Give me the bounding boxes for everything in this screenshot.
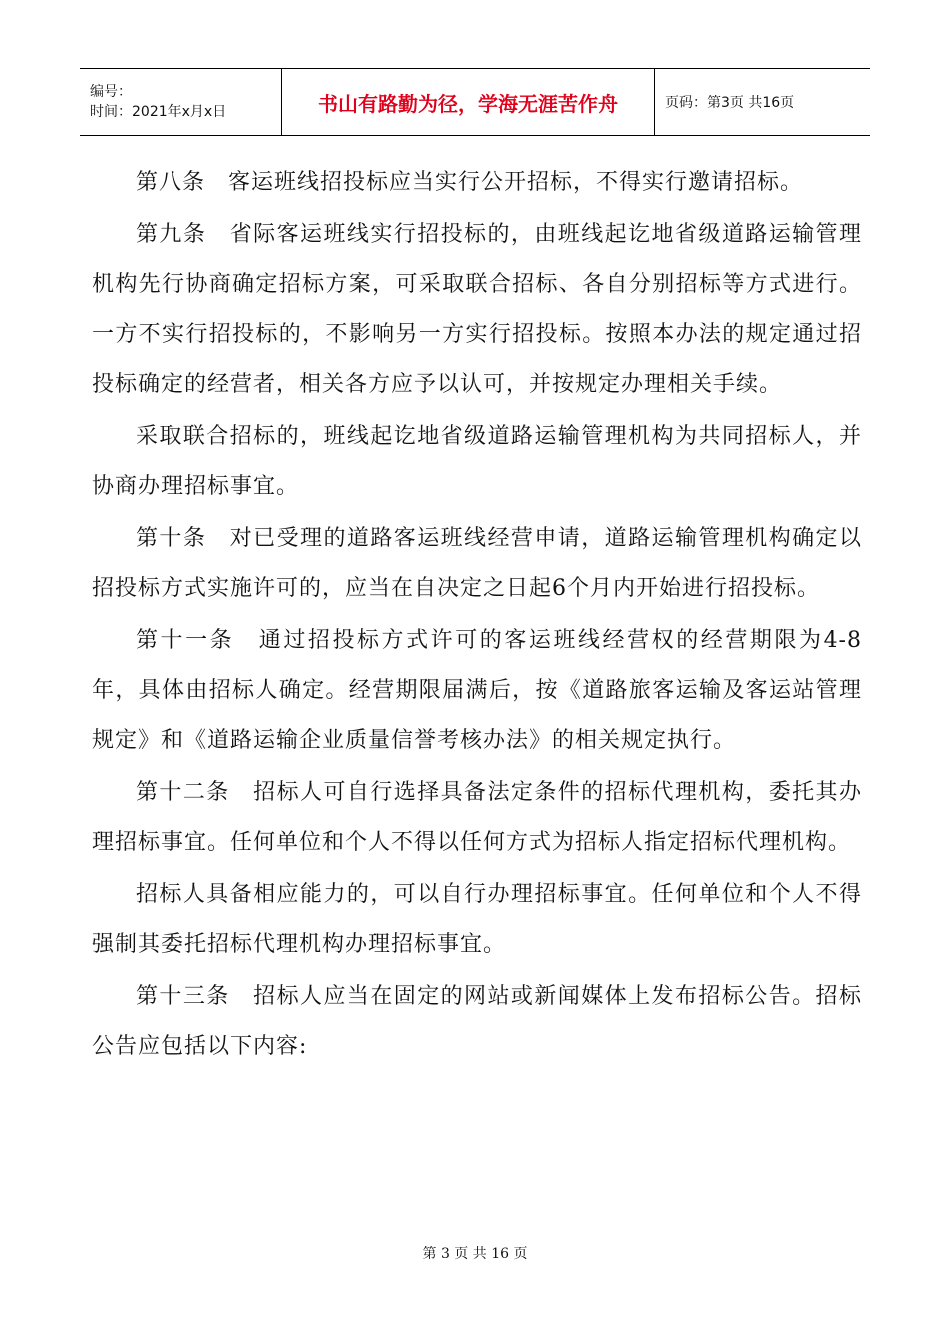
header-page-info: 页码：第3页 共16页 [665,95,795,111]
header-meta [80,69,282,135]
page-header [80,68,870,136]
document-body [92,158,862,1074]
document-number-label: 编号： [90,84,132,100]
page-footer: 第 3 页 共 16 页 [422,1246,528,1262]
article-12-self-handling: 招标人具备相应能力的，可以自行办理招标事宜。任何单位和个人不得强制其委托招标代理机构办理招标事宜。 [92,882,862,957]
article-12: 第十二条 招标人可自行选择具备法定条件的招标代理机构，委托其办理招标事宜。任何单位和个人不得以任何方式为招标人指定招标代理机构。 [92,780,862,855]
article-11: 第十一条 通过招投标方式许可的客运班线经营权的经营期限为4-8年，具体由招标人确定。经营期限届满后，按《道路旅客运输及客运站管理规定》和《道路运输企业质量信誉考核办法》的相关规定执行。 [92,628,862,753]
article-9: 第九条 省际客运班线实行招投标的，由班线起讫地省级道路运输管理机构先行协商确定招标方案，可采取联合招标、各自分别招标等方式进行。一方不实行招投标的，不影响另一方实行招投标。按照本办法的规定通过招投标确定的经营者，相关各方应予以认可，并按规定办理相关手续。 [92,222,862,397]
header-motto: 书山有路勤为径，学海无涯苦作舟 [282,69,655,135]
article-8: 第八条 客运班线招投标应当实行公开招标，不得实行邀请招标。 [136,170,804,195]
article-13: 第十三条 招标人应当在固定的网站或新闻媒体上发布招标公告。招标公告应包括以下内容: [92,984,862,1059]
document-date: 时间：2021年x月x日 [90,104,227,120]
article-10: 第十条 对已受理的道路客运班线经营申请，道路运输管理机构确定以招投标方式实施许可的，应当在自决定之日起6个月内开始进行招投标。 [92,526,862,601]
article-9-joint-tender: 采取联合招标的，班线起讫地省级道路运输管理机构为共同招标人，并协商办理招标事宜。 [92,424,862,499]
